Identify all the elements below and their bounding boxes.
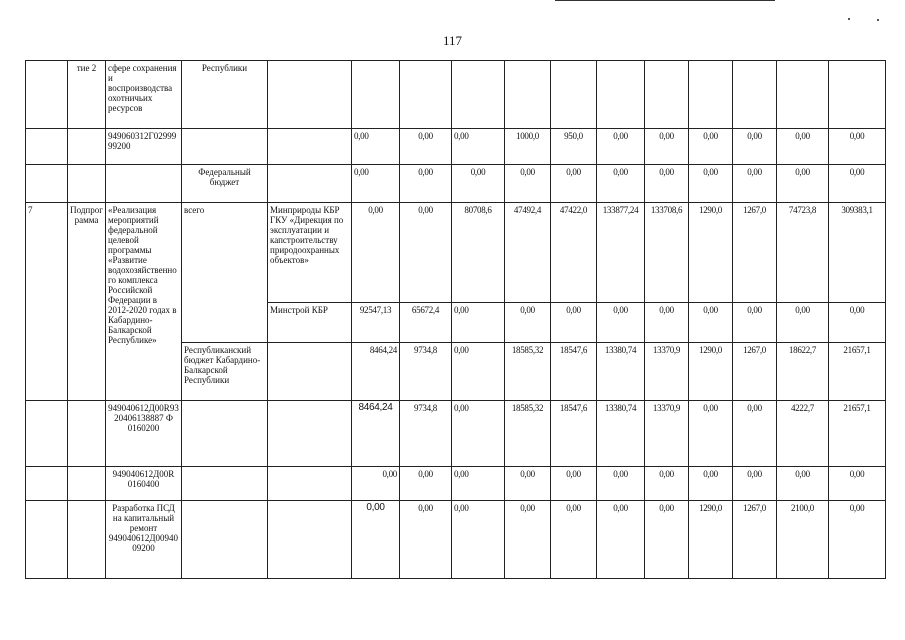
cell-code: 949040612Д00R 0160400	[106, 467, 182, 501]
cell-source: Республики	[182, 61, 268, 129]
table-row	[26, 61, 886, 129]
cell-value: 0,00	[645, 303, 689, 343]
cell-value: 0,00	[352, 501, 400, 579]
cell-value: 0,00	[452, 343, 505, 401]
cell-source: Республиканский бюджет Кабардино-Балкарской Республики	[182, 343, 268, 401]
cell-type	[68, 467, 106, 501]
cell-value: 74723,8	[777, 203, 829, 303]
cell-number	[26, 401, 68, 467]
cell-value: 4222,7	[777, 401, 829, 467]
cell-value: 21657,1	[829, 401, 886, 467]
cell-source	[182, 401, 268, 467]
cell-source: всего	[182, 203, 268, 343]
budget-table	[25, 60, 886, 579]
cell-value: 47492,4	[505, 203, 551, 303]
cell-value: 8464,24	[352, 401, 400, 467]
cell-value: 0,00	[551, 467, 597, 501]
cell-value: 0,00	[829, 501, 886, 579]
cell-value: 0,00	[733, 129, 777, 165]
cell-executor	[268, 501, 352, 579]
cell-value	[551, 61, 597, 129]
cell-value: 9734,8	[400, 401, 452, 467]
cell-value: 0,00	[689, 303, 733, 343]
cell-value: 0,00	[689, 467, 733, 501]
cell-value: 0,00	[645, 467, 689, 501]
cell-value: 0,00	[829, 129, 886, 165]
table-row	[26, 501, 886, 579]
cell-value	[597, 61, 645, 129]
cell-value: 133877,24	[597, 203, 645, 303]
cell-name: Разработка ПСД на капитальный ремонт 949040612Д0094009200	[106, 501, 182, 579]
table-row	[26, 203, 886, 303]
cell-value: 0,00	[400, 165, 452, 203]
table-row	[26, 165, 886, 203]
cell-value: 13380,74	[597, 343, 645, 401]
cell-value	[400, 61, 452, 129]
cell-value: 0,00	[352, 203, 400, 303]
cell-value: 0,00	[689, 401, 733, 467]
cell-value: 1267,0	[733, 343, 777, 401]
cell-value: 0,00	[505, 165, 551, 203]
cell-value: 0,00	[777, 467, 829, 501]
cell-value: 1000,0	[505, 129, 551, 165]
cell-value: 13370,9	[645, 401, 689, 467]
cell-value: 0,00	[400, 129, 452, 165]
cell-type: тие 2	[68, 61, 106, 129]
cell-value: 0,00	[777, 129, 829, 165]
cell-value: 0,00	[689, 129, 733, 165]
cell-value: 0,00	[551, 303, 597, 343]
cell-code: 949040612Д00R9320406138887 Ф 0160200	[106, 401, 182, 467]
cell-value: 133708,6	[645, 203, 689, 303]
cell-executor	[268, 467, 352, 501]
cell-value: 0,00	[733, 303, 777, 343]
cell-number: 7	[26, 203, 68, 401]
cell-value: 950,0	[551, 129, 597, 165]
cell-value: 0,00	[689, 165, 733, 203]
cell-code: 949060312Г0299999200	[106, 129, 182, 165]
cell-value: 0,00	[452, 165, 505, 203]
cell-value: 0,00	[551, 501, 597, 579]
cell-value: 18622,7	[777, 343, 829, 401]
cell-value	[777, 61, 829, 129]
table-row	[26, 467, 886, 501]
cell-value: 0,00	[733, 467, 777, 501]
cell-name: «Реализация мероприятий федеральной целевой программы «Развитие водохозяйственного комплекса Российской Федерации в 2012-2020 годах в Кабардино-Балкарской Республике»	[106, 203, 182, 401]
cell-value	[452, 61, 505, 129]
cell-value	[829, 61, 886, 129]
cell-number	[26, 165, 68, 203]
cell-number	[26, 61, 68, 129]
cell-value: 0,00	[733, 401, 777, 467]
cell-source	[182, 129, 268, 165]
cell-value: 80708,6	[452, 203, 505, 303]
cell-value: 21657,1	[829, 343, 886, 401]
cell-executor	[268, 61, 352, 129]
cell-type	[68, 401, 106, 467]
cell-value: 0,00	[829, 467, 886, 501]
cell-type	[68, 165, 106, 203]
table-row	[26, 129, 886, 165]
cell-type	[68, 129, 106, 165]
page-number: 117	[442, 33, 463, 48]
cell-value: 0,00	[597, 303, 645, 343]
cell-value: 0,00	[777, 165, 829, 203]
table-row	[26, 401, 886, 467]
cell-value: 65672,4	[400, 303, 452, 343]
cell-value: 0,00	[400, 203, 452, 303]
cell-value: 8464,24	[352, 343, 400, 401]
cell-value: 18585,32	[505, 343, 551, 401]
cell-value: 9734,8	[400, 343, 452, 401]
cell-value: 1290,0	[689, 501, 733, 579]
cell-value: 13380,74	[597, 401, 645, 467]
cell-value: 0,00	[452, 401, 505, 467]
scan-dot	[877, 19, 879, 21]
cell-value	[352, 61, 400, 129]
cell-name: сфере сохранения и воспроизводства охотничьих ресурсов	[106, 61, 182, 129]
cell-value: 13370,9	[645, 343, 689, 401]
cell-value: 0,00	[452, 129, 505, 165]
cell-value: 0,00	[733, 165, 777, 203]
cell-value: 18547,6	[551, 401, 597, 467]
cell-type	[68, 501, 106, 579]
cell-type: Подпрограмма	[68, 203, 106, 401]
cell-source: Федеральный бюджет	[182, 165, 268, 203]
top-edge-line	[555, 0, 775, 1]
cell-value: 0,00	[352, 129, 400, 165]
cell-value: 0,00	[352, 467, 400, 501]
cell-value: 0,00	[505, 501, 551, 579]
cell-value: 309383,1	[829, 203, 886, 303]
cell-value: 1267,0	[733, 501, 777, 579]
cell-value: 0,00	[829, 303, 886, 343]
cell-value: 0,00	[400, 467, 452, 501]
cell-value: 0,00	[597, 467, 645, 501]
cell-value: 0,00	[452, 467, 505, 501]
cell-value: 0,00	[505, 303, 551, 343]
cell-value: 1290,0	[689, 203, 733, 303]
cell-value: 0,00	[645, 501, 689, 579]
cell-value: 2100,0	[777, 501, 829, 579]
cell-executor	[268, 129, 352, 165]
cell-executor: Минприроды КБР ГКУ «Дирекция по эксплуатации и капстроительству природоохранных объектов»	[268, 203, 352, 303]
cell-value: 0,00	[597, 129, 645, 165]
cell-value: 0,00	[505, 467, 551, 501]
cell-value	[645, 61, 689, 129]
cell-value: 1267,0	[733, 203, 777, 303]
cell-value: 0,00	[551, 165, 597, 203]
cell-value: 1290,0	[689, 343, 733, 401]
scan-dot	[848, 18, 850, 20]
cell-value	[689, 61, 733, 129]
cell-value: 0,00	[597, 165, 645, 203]
cell-value: 0,00	[777, 303, 829, 343]
cell-executor	[268, 343, 352, 401]
cell-value: 0,00	[645, 129, 689, 165]
cell-value: 0,00	[597, 501, 645, 579]
cell-value	[733, 61, 777, 129]
cell-source	[182, 501, 268, 579]
cell-value: 18547,6	[551, 343, 597, 401]
cell-value: 0,00	[452, 303, 505, 343]
cell-value: 0,00	[645, 165, 689, 203]
cell-value: 92547,13	[352, 303, 400, 343]
cell-code	[106, 165, 182, 203]
cell-value: 0,00	[400, 501, 452, 579]
cell-executor	[268, 401, 352, 467]
cell-number	[26, 501, 68, 579]
cell-value: 0,00	[829, 165, 886, 203]
cell-value: 18585,32	[505, 401, 551, 467]
cell-value: 47422,0	[551, 203, 597, 303]
cell-value: 0,00	[452, 501, 505, 579]
cell-executor	[268, 165, 352, 203]
cell-source	[182, 467, 268, 501]
cell-number	[26, 129, 68, 165]
cell-number	[26, 467, 68, 501]
cell-executor: Минстрой КБР	[268, 303, 352, 343]
cell-value	[505, 61, 551, 129]
cell-value: 0,00	[352, 165, 400, 203]
